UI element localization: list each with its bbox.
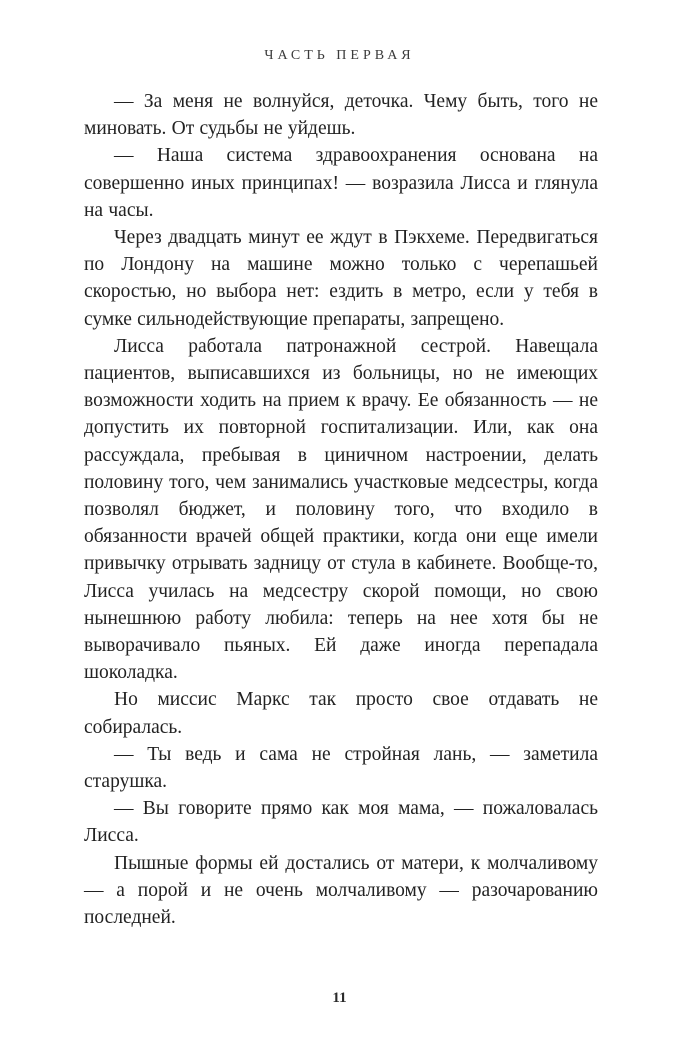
chapter-header: ЧАСТЬ ПЕРВАЯ bbox=[264, 48, 415, 63]
paragraph: — Ты ведь и сама не стройная лань, — заметила старушка. bbox=[84, 743, 598, 793]
paragraph: — Наша система здравоохранения основана на совершенно иных принципах! — возразила Лисса и глянула на часы. bbox=[84, 145, 598, 221]
paragraph: — Вы говорите прямо как моя мама, — пожаловалась Лисса. bbox=[84, 798, 598, 847]
paragraph: Но миссис Маркс так просто свое отдавать не собиралась. bbox=[84, 689, 598, 738]
paragraph: Лисса работала патронажной сестрой. Навещала пациентов, выписавшихся из больницы, но не имеющих возможности ходить на прием к врачу. Ее обязанность — не допустить их повторной госпитализации. Или, как она рассуждала, пребывая в циничном настроении, делать половину того, чем занимались участковые медсестры, когда позволял бюджет, и половину того, что входило в обязанности врачей общей практики, когда они еще имели привычку отрывать задницу от стула в кабинете. Вообще-то, Лисса училась на медсестру скорой помощи, но свою нынешнюю работу любила: теперь на нее хотя бы не выворачивало пьяных. Ей даже иногда перепадала шоколадка. bbox=[84, 335, 598, 684]
paragraph: Через двадцать минут ее ждут в Пэкхеме. Передвигаться по Лондону на машине можно только с черепашьей скоростью, но выбора нет: ездить в метро, если у тебя в сумке сильнодействующие препараты, запрещено. bbox=[84, 227, 598, 330]
page-number: 11 bbox=[332, 990, 347, 1006]
paragraph: — За меня не волнуйся, деточка. Чему быть, того не миновать. От судьбы не уйдешь. bbox=[84, 91, 598, 140]
paragraph: Пышные формы ей достались от матери, к молчаливому — а порой и не очень молчаливому — разочарованию последней. bbox=[84, 852, 598, 929]
body-text bbox=[0, 88, 679, 931]
